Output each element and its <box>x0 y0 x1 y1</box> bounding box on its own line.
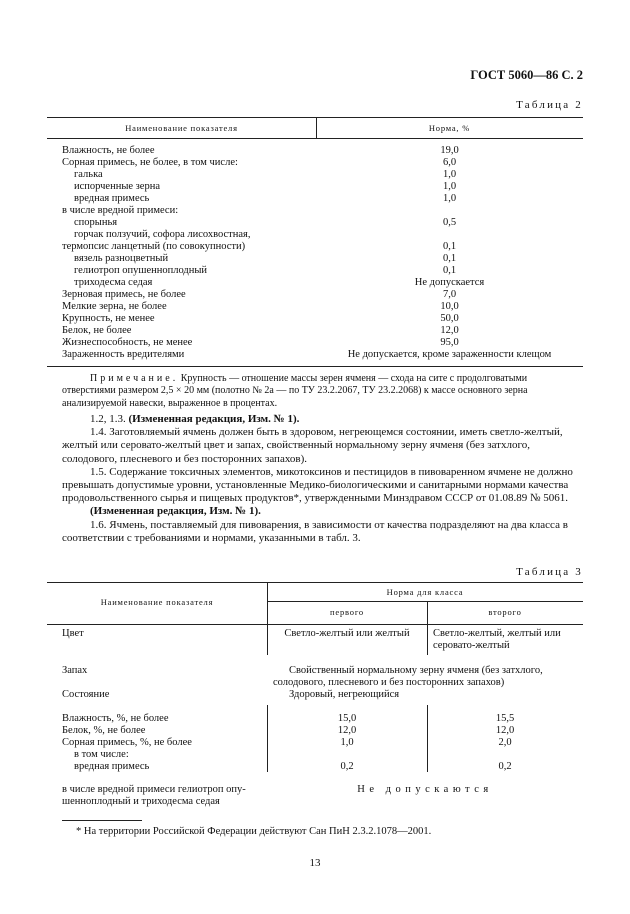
table3-row-label: вредная примесь <box>74 761 150 772</box>
table2-header-name: Наименование показателя <box>125 123 238 133</box>
table2-row-value: 0,1 <box>442 265 457 276</box>
footnote: * На территории Российской Федерации действуют Сан ПиН 2.3.2.1078—2001. <box>76 826 432 837</box>
footnote-rule <box>62 820 142 821</box>
table2-row-label: галька <box>74 169 103 180</box>
t3-smell-value-2: солодового, плесневого и без посторонних запахов) <box>273 677 505 688</box>
table2-row-label: Мелкие зерна, не более <box>62 301 167 312</box>
table3-body-divider-2 <box>427 624 428 655</box>
table2-row-value: 1,0 <box>442 193 457 204</box>
t3-color-first: Светло-желтый или желтый <box>284 628 410 639</box>
table2-row-label: спорынья <box>74 217 118 228</box>
table3-row-first: 0,2 <box>340 761 354 772</box>
t3-smell-label: Запах <box>62 665 88 676</box>
table2-row-label: Крупность, не менее <box>62 313 155 324</box>
paragraph-1-4: 1.4. Заготовляемый ячмень должен быть в здоровом, негреющемся состоянии, иметь светло-желтый, желтый или серовато-желтый цвет и запах, свойственный нормальному зерну ячменя (без затхлого, солодового, плесневого и без посторонних запахов). <box>62 426 563 465</box>
table2-row-value: 7,0 <box>442 289 457 300</box>
table2-top-rule <box>47 117 583 118</box>
paragraph-amendment: (Измененная редакция, Изм. № 1). <box>90 505 261 518</box>
body-text <box>62 413 580 545</box>
table3-row-second: 2,0 <box>498 737 512 748</box>
table3-row-label: Сорная примесь, %, не более <box>62 737 192 748</box>
table3-row-first: 12,0 <box>337 725 357 736</box>
table2-row-value: Не допускается, кроме зараженности клещом <box>347 349 552 360</box>
table2-row-label: термопсис ланцетный (по совокупности) <box>62 241 246 252</box>
table2-bottom-rule <box>47 366 583 367</box>
table3-row-label: в том числе: <box>74 749 129 760</box>
table3-caption: Таблица 3 <box>516 566 583 578</box>
table2-row-label: Влажность, не более <box>62 145 155 156</box>
table3-row-first: 15,0 <box>337 713 357 724</box>
table2-row-value: 1,0 <box>442 169 457 180</box>
table2-header-norm: Норма, % <box>428 123 471 133</box>
table2-row-label: Зерновая примесь, не более <box>62 289 186 300</box>
table2-row-value: 50,0 <box>440 313 459 324</box>
table3-row-first: 1,0 <box>340 737 354 748</box>
table2-row-label: испорченные зерна <box>74 181 160 192</box>
table3-top-rule <box>47 582 583 583</box>
table3-row-second: 0,2 <box>498 761 512 772</box>
table2-row-value: 12,0 <box>440 325 459 336</box>
paragraph-1-5: 1.5. Содержание токсичных элементов, микотоксинов и пестицидов в пивоваренном ячмене не должно превышать допустимые уровни, установленные Медико-биологическими и санитарными нормами качества продовольственного сырья и пищевых продуктов*, утвержденными Минздравом СССР от 01.08.89 № 5061. <box>62 465 573 505</box>
t3-state-label: Состояние <box>62 689 110 700</box>
table2-row-label: Зараженность вредителями <box>62 349 185 360</box>
table2-row-label: гелиотроп опушенноплодный <box>74 265 208 276</box>
page-number: 13 <box>309 857 321 869</box>
table3-header-name: Наименование показателя <box>100 597 214 607</box>
table2-row-value: 10,0 <box>440 301 459 312</box>
table2-row-value: 1,0 <box>442 181 457 192</box>
table2-row-value: Не допускается <box>414 277 485 288</box>
table2-row-label: Белок, не более <box>62 325 132 336</box>
table2-row-label: триходесма седая <box>74 277 153 288</box>
table3-header-second: второго <box>488 607 522 617</box>
t3-last-value: Не допускаются <box>357 784 493 795</box>
t3-color-second-1: Светло-желтый, желтый или <box>433 628 561 639</box>
table2-row-label: Сорная примесь, не более, в том числе: <box>62 157 238 168</box>
table2-row-value: 0,1 <box>442 241 457 252</box>
table3-row-label: Белок, %, не более <box>62 725 146 736</box>
table3-row-second: 12,0 <box>495 725 515 736</box>
table2-header-rule <box>47 138 583 139</box>
t3-last-label-2: шенноплодный и триходесма седая <box>62 796 220 807</box>
t3-smell-value-1: Свойственный нормальному зерну ячменя (без затхлого, <box>289 665 543 676</box>
note-title: Примечание. <box>90 373 179 384</box>
table2-row-value: 95,0 <box>440 337 459 348</box>
table2-note <box>62 373 580 410</box>
table2-row-label: в числе вредной примеси: <box>62 205 179 216</box>
table2-row-label: горчак ползучий, софора лисохвостная, <box>74 229 251 240</box>
table3-header-rule <box>47 624 583 625</box>
table2-row-value: 19,0 <box>440 145 459 156</box>
t3-color-second-2: серовато-желтый <box>433 640 510 651</box>
table3-row-label: Влажность, %, не более <box>62 713 169 724</box>
t3-color-label: Цвет <box>62 628 84 639</box>
table2-row-label: вязель разноцветный <box>74 253 169 264</box>
note-text: Крупность — отношение массы зерен ячменя — схода на сите с продолговатыми отверстиями размером 2,5 × 20 мм (полотно № 2а — по ТУ 23.2.2067, ТУ 23.2.2068) к массе основного зерна анализируемой навески, выраженное в процентах. <box>62 373 528 409</box>
t3-state-value: Здоровый, негреющийся <box>289 689 400 700</box>
paragraph-1-2-1-3: 1.2, 1.3. (Измененная редакция, Изм. № 1). <box>90 413 300 425</box>
table3-row-second: 15,5 <box>495 713 515 724</box>
table2-row-value: 0,5 <box>442 217 457 228</box>
table2-row-label: вредная примесь <box>74 193 150 204</box>
paragraph-1-6: 1.6. Ячмень, поставляемый для пивоварения, в зависимости от качества подразделяют на два класса в соответствии с требованиями и нормами, указанными в табл. 3. <box>62 518 568 544</box>
t3-last-label-1: в числе вредной примеси гелиотроп опу- <box>62 784 246 795</box>
table3-subheader-rule <box>267 601 583 602</box>
table2-caption: Таблица 2 <box>516 99 583 111</box>
table2-row-value: 6,0 <box>442 157 457 168</box>
page-header: ГОСТ 5060—86 С. 2 <box>470 68 583 82</box>
table3-header-first: первого <box>330 607 364 617</box>
table2-row-value: 0,1 <box>442 253 457 264</box>
table3-header-norm: Норма для класса <box>386 587 464 597</box>
table2-row-label: Жизнеспособность, не менее <box>62 337 193 348</box>
